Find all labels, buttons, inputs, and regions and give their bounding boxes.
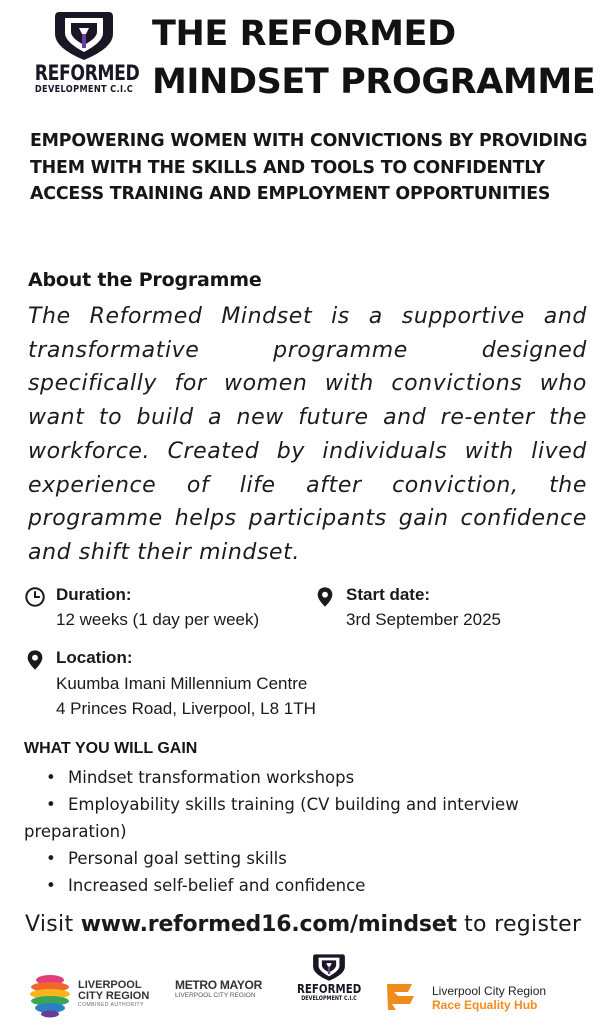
list-item: • Mindset transformation workshops — [46, 768, 355, 787]
about-heading: About the Programme — [28, 269, 262, 291]
list-item: • Employability skills training (CV building and interview preparation) — [24, 795, 519, 841]
location-pin-icon — [314, 585, 336, 609]
list-item: • Increased self-belief and confidence — [46, 876, 366, 895]
footer-reformed-word: REFORMED — [297, 981, 362, 996]
reformed-emblem-icon — [53, 8, 115, 62]
duration-block — [24, 585, 304, 645]
title-line-2: MINDSET PROGRAMME — [152, 62, 596, 102]
footer-reformed-sub: DEVELOPMENT C.I.C — [301, 995, 357, 1002]
metro-line-1: METRO MAYOR — [175, 978, 262, 992]
race-equality-hub-icon — [384, 980, 418, 1014]
lcr-sub: COMBINED AUTHORITY — [78, 1002, 144, 1008]
metro-line-2: LIVERPOOL CITY REGION — [175, 992, 256, 999]
location-label: Location: — [56, 648, 133, 667]
location-pin-icon — [24, 648, 46, 672]
list-item: • Personal goal setting skills — [46, 849, 287, 868]
gain-list — [24, 764, 604, 899]
location-line-1: Kuumba Imani Millennium Centre — [56, 674, 308, 693]
header — [0, 0, 615, 112]
about-body: The Reformed Mindset is a supportive and transformative programme designed specifically for women with convictions who want to build a new future and re-enter the workforce. Created by individuals with lived experience of life after conviction, the programme helps participants gain confidence and shift their mindset. — [28, 304, 587, 565]
reh-line-1: Liverpool City Region — [432, 984, 547, 998]
duration-label: Duration: — [56, 585, 132, 604]
start-date-label: Start date: — [346, 585, 431, 604]
logo-subtitle: DEVELOPMENT C.I.C — [34, 84, 134, 95]
race-equality-hub-logo — [384, 980, 584, 1020]
duration-value: 12 weeks (1 day per week) — [56, 610, 260, 629]
lcr-rainbow-icon — [28, 972, 72, 1018]
page-title — [152, 10, 595, 106]
metro-mayor-logo — [175, 978, 280, 1008]
clock-icon — [24, 585, 46, 609]
start-date-value: 3rd September 2025 — [346, 610, 501, 629]
tagline: EMPOWERING WOMEN WITH CONVICTIONS BY PROVIDING THEM WITH THE SKILLS AND TOOLS TO CONFIDENTLY ACCESS TRAINING AND EMPLOYMENT OPPORTUNITIES — [30, 131, 588, 204]
register-line — [25, 912, 581, 937]
register-link[interactable]: www.reformed16.com/mindset — [80, 912, 457, 937]
start-date-block — [314, 585, 574, 645]
location-block — [24, 648, 384, 728]
gain-heading: WHAT YOU WILL GAIN — [24, 740, 198, 757]
location-line-2: 4 Princes Road, Liverpool, L8 1TH — [56, 699, 316, 718]
reh-line-2: Race Equality Hub — [432, 998, 538, 1012]
logo-wordmark: REFORMED — [34, 61, 140, 85]
reformed-footer-logo — [290, 952, 368, 1022]
lcr-line-2: CITY REGION — [78, 990, 150, 1002]
partner-logos — [0, 950, 615, 1024]
reformed-emblem-icon — [312, 952, 346, 982]
lcr-line-1: LIVERPOOL — [78, 979, 142, 991]
lcr-logo — [28, 972, 158, 1022]
reformed-logo — [24, 8, 144, 108]
visit-suffix: to register — [464, 912, 582, 937]
visit-prefix: Visit — [25, 912, 74, 937]
title-line-1: THE REFORMED — [152, 14, 456, 54]
